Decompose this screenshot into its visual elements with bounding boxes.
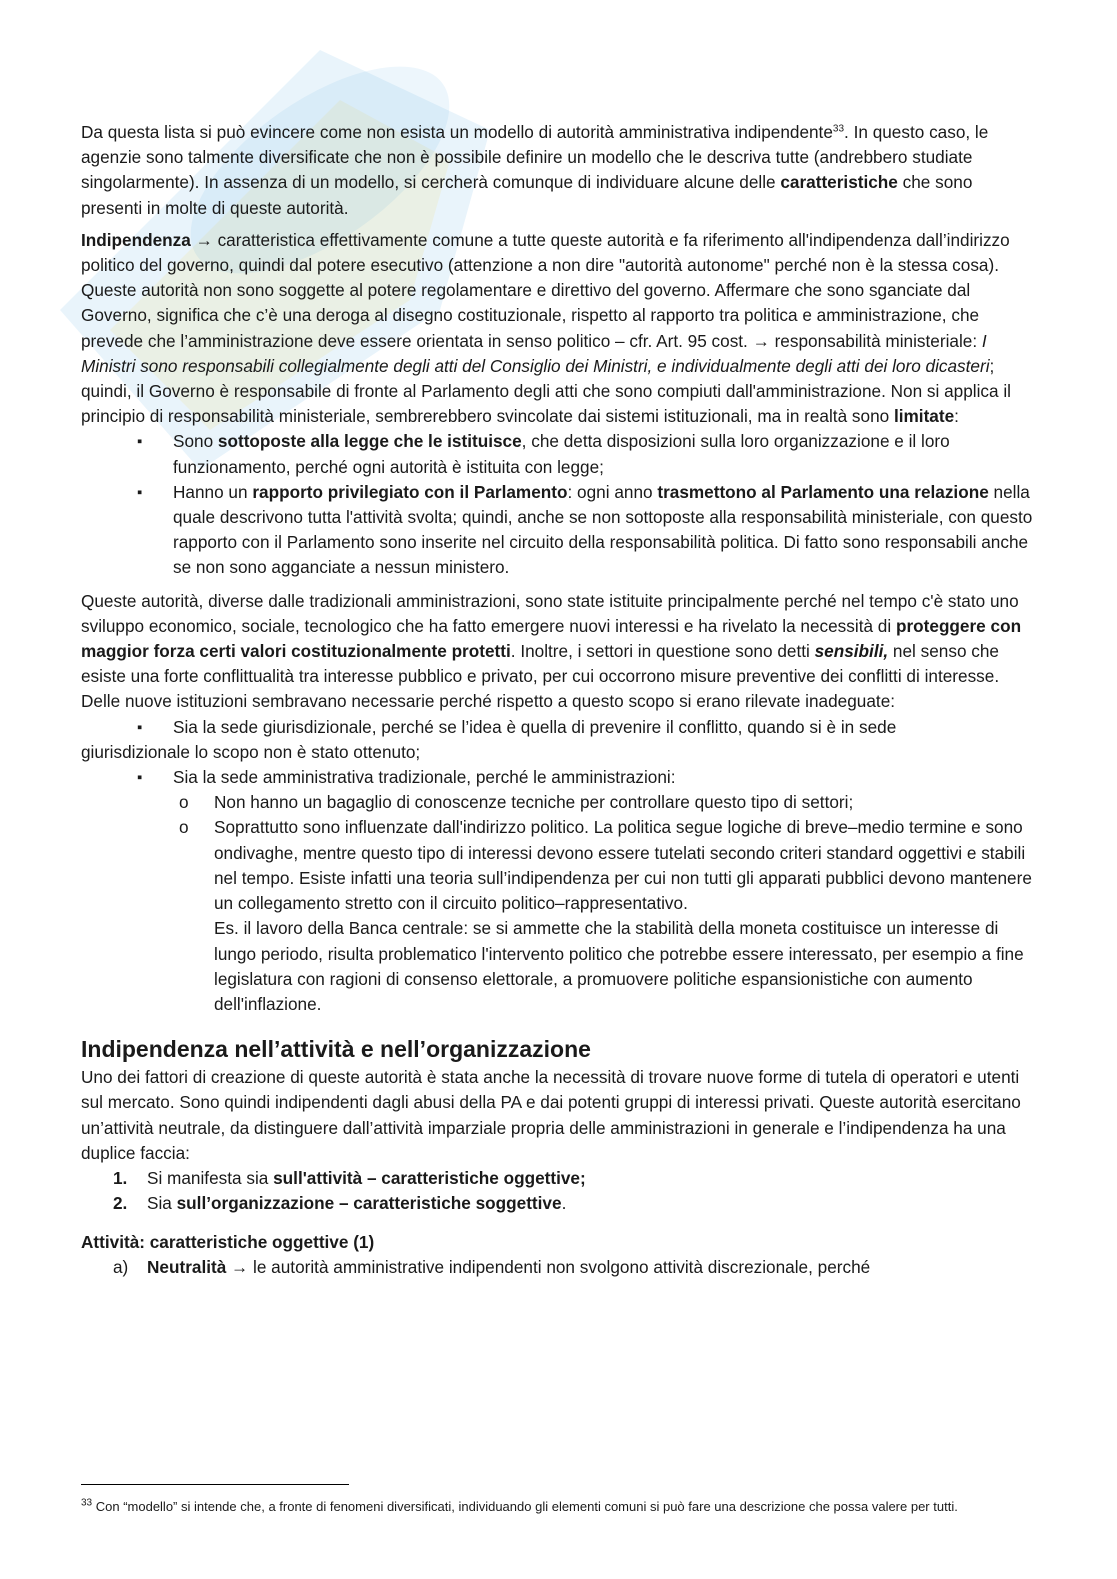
- bold-text: Neutralità: [147, 1257, 227, 1278]
- text: Si manifesta sia: [147, 1167, 274, 1188]
- list-item: [81, 480, 1036, 581]
- text: Sia la sede amministrativa tradizionale, perché le amministrazioni:: [173, 767, 676, 788]
- footnote-text: Con “modello” si intende che, a fronte di fenomeni diversificati, individuando gli elementi comuni si può fare una descrizione che possa valere per tutti.: [92, 1499, 958, 1514]
- text: .: [561, 1193, 567, 1214]
- numbered-list: [81, 1166, 1036, 1216]
- sub-heading: Attività: caratteristiche oggettive (1): [81, 1232, 375, 1253]
- paragraph-independence: [81, 228, 1036, 430]
- bold-text: proteggere con maggior forza certi valori costituzionalmente protetti: [81, 615, 1022, 662]
- text: che sono presenti in molte di queste autorità.: [81, 172, 973, 218]
- text: : ogni anno: [567, 481, 658, 502]
- list-item: [81, 1166, 1036, 1191]
- list-item: [81, 1191, 1036, 1216]
- paragraph-origins: [81, 589, 1036, 715]
- sub-list-item: [81, 815, 1036, 1017]
- footnote-separator: [81, 1484, 349, 1485]
- text: Queste autorità, diverse dalle tradizionali amministrazioni, sono state istituite principalmente perché nel tempo c'è stato uno sviluppo economico, sociale, tecnologico che ha fatto emergere nuovi interessi e ha rivelato la necessità di: [81, 590, 1019, 636]
- list-item: [81, 429, 1036, 479]
- paragraph-intro: [81, 120, 1036, 221]
- bold-text: limitate: [893, 406, 955, 427]
- text: → le autorità amministrative indipendenti non svolgono attività discrezionale, perché: [226, 1257, 871, 1278]
- limits-list: [81, 429, 1036, 580]
- main-content: [81, 120, 1036, 1281]
- inadequate-list: [81, 715, 1036, 1017]
- text: :: [954, 406, 959, 427]
- paragraph-section-intro: Uno dei fattori di creazione di queste autorità è stata anche la necessità di trovare nuove forme di tutela di operatori e utenti sul mercato. Sono quindi indipendenti dagli abusi della PA e dai potenti gruppi di interessi privati. Queste autorità esercitano un’attività neutrale, da distinguere dall’attività imparziale propria delle amministrazioni in generale e l’indipendenza ha una duplice faccia:: [81, 1067, 1021, 1163]
- bold-text: sottoposte alla legge che le istituisce: [217, 431, 522, 452]
- text: , che detta disposizioni sulla loro organizzazione e il loro funzionamento, perché ogni autorità è istituita con legge;: [173, 431, 950, 477]
- example-text: Es. il lavoro della Banca centrale: se si ammette che la stabilità della moneta costituisce un interesse di lungo periodo, risulta problematico l'intervento politico che potrebbe essere interessato, per esempio a fine legislatura con ragioni di consenso elettorale, a promuovere politiche espansionistiche con aumento dell'inflazione.: [214, 918, 1024, 1014]
- text: Sia la sede giurisdizionale, perché se l’idea è quella di prevenire il conflitto, quando si è in sede: [173, 716, 897, 737]
- list-item: [81, 715, 1036, 765]
- italic-quote: I Ministri sono responsabili collegialmente degli atti del Consiglio dei Ministri, e individualmente degli atti dei loro dicasteri: [81, 330, 990, 376]
- text: Da questa lista si può evincere come non esista un modello di autorità amministrativa indipendente: [81, 122, 833, 142]
- bold-text: caratteristiche: [780, 172, 898, 193]
- text: . In questo caso, le agenzie sono talmente diversificate che non è possibile definire un modello che le descriva tutte (andrebbero studiate singolarmente). In assenza di un modello, si cercherà comunque di individuare alcune delle: [81, 122, 989, 193]
- text: → caratteristica effettivamente comune a tutte queste autorità e fa riferimento all'indipendenza dall’indirizzo politico del governo, quindi dal potere esecutivo (attenzione a non dire "autorità autonome" perché non è la stessa cosa). Queste autorità non sono soggette al potere regolamentare e direttivo del governo. Affermare che sono sganciate dal Governo, significa che c’è una deroga al disegno costituzionale, rispetto al rapporto tra politica e amministrazione, che prevede che l’amministrazione deve essere orientata in senso politico – cfr. Art. 95 cost. → responsabilità ministeriale:: [81, 229, 1010, 351]
- list-number: 1.: [113, 1167, 128, 1188]
- text: Hanno un: [173, 481, 253, 502]
- bold-text: rapporto privilegiato con il Parlamento: [252, 481, 568, 502]
- bold-text: Indipendenza: [81, 229, 191, 250]
- footnote-number: 33: [81, 1497, 93, 1509]
- list-letter: a): [113, 1257, 129, 1278]
- bold-italic-text: sensibili,: [814, 641, 889, 662]
- alpha-list-item: [81, 1255, 1036, 1280]
- bold-text: sull'attività – caratteristiche oggettive;: [273, 1167, 586, 1188]
- text: nella quale descrivono tutta l'attività svolta; quindi, anche se non sottoposte alla responsabilità ministeriale, con questo rapporto con il Parlamento sono inserite nel circuito della responsabilità politica. Di fatto sono responsabili anche se non sono agganciate a nessun ministero.: [173, 481, 1033, 578]
- footnote: [81, 1497, 1041, 1517]
- text: Sono: [173, 431, 218, 452]
- text: Sia: [147, 1193, 177, 1214]
- list-number: 2.: [113, 1193, 128, 1214]
- bold-text: trasmettono al Parlamento una relazione: [657, 481, 989, 502]
- sub-list-item: [81, 790, 1036, 815]
- list-item: [81, 765, 1036, 790]
- text: giurisdizionale lo scopo non è stato ottenuto;: [81, 741, 421, 762]
- text: Soprattutto sono influenzate dall'indirizzo politico. La politica segue logiche di breve–medio termine e sono ondivaghe, mentre questo tipo di interessi devono essere tutelati secondo criteri standard oggettivi e stabili nel tempo. Esiste infatti una teoria sull’indipendenza per cui non tutti gli apparati pubblici devono mantenere un collegamento stretto con il circuito politico–rappresentativo.: [214, 817, 1032, 914]
- footnote-reference[interactable]: 33: [832, 123, 845, 135]
- bold-text: sull’organizzazione – caratteristiche soggettive: [176, 1193, 562, 1214]
- text: . Inoltre, i settori in questione sono detti: [510, 641, 815, 662]
- text: ; quindi, il Governo è responsabile di fronte al Parlamento degli atti che sono compiuti dall'amministrazione. Non si applica il principio di responsabilità ministeriale, sembrerebbero svincolate dai sistemi istituzionali, ma in realtà sono: [81, 355, 1011, 427]
- text: nel senso che esiste una forte conflittualità tra interesse pubblico e privato, per cui occorrono misure preventive dei conflitti di interesse. Delle nuove istituzioni sembravano necessarie perché rispetto a questo scopo si erano rilevate inadeguate:: [81, 641, 1000, 712]
- text: Non hanno un bagaglio di conoscenze tecniche per controllare questo tipo di settori;: [214, 792, 854, 813]
- section-heading: Indipendenza nell’attività e nell’organizzazione: [81, 1036, 591, 1063]
